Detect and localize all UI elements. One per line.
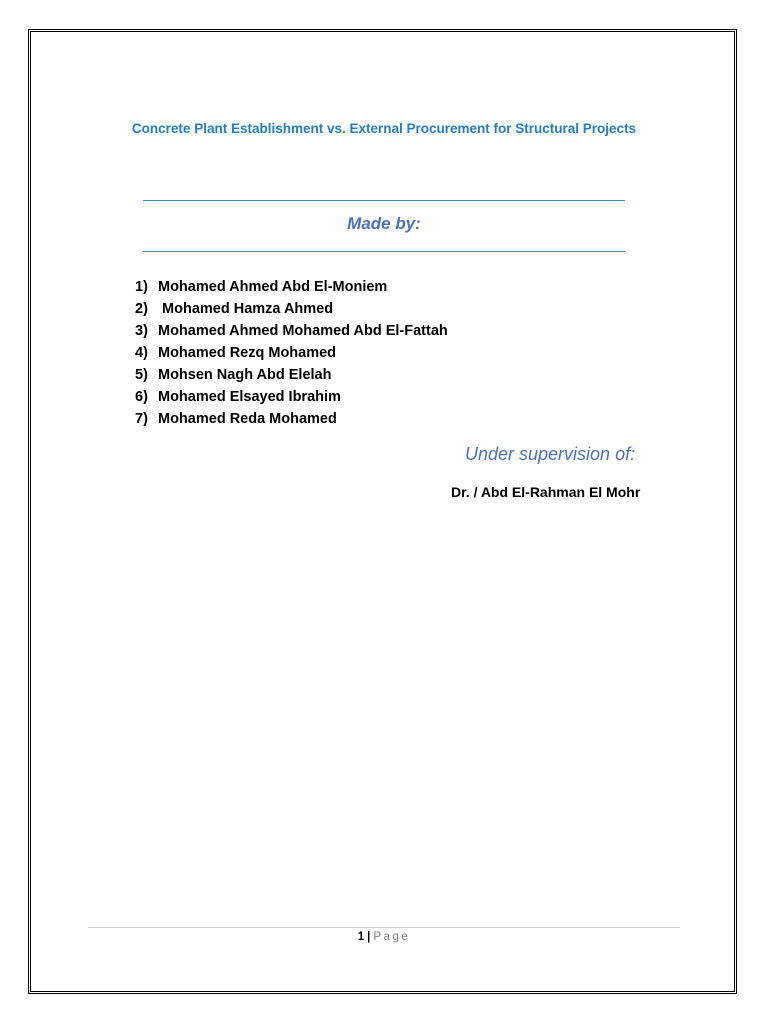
supervision-heading: Under supervision of:	[465, 444, 636, 464]
member-name: Mohsen Nagh Abd Elelah	[158, 367, 332, 383]
member-item	[135, 342, 448, 364]
member-item	[135, 298, 448, 320]
page-label: Page	[373, 931, 411, 943]
member-number: 7)	[135, 411, 148, 427]
member-name: Mohamed Hamza Ahmed	[158, 301, 334, 317]
member-item	[135, 386, 448, 408]
member-name: Mohamed Ahmed Mohamed Abd El-Fattah	[158, 323, 448, 339]
page-number: 1	[357, 931, 365, 943]
members-list	[135, 276, 448, 430]
member-number: 4)	[135, 345, 148, 361]
footer-divider	[88, 927, 680, 928]
page-footer	[0, 931, 768, 943]
top-divider	[143, 200, 625, 201]
member-number: 6)	[135, 389, 148, 405]
member-item	[135, 320, 448, 342]
page-separator: |	[367, 931, 371, 943]
member-number: 3)	[135, 323, 148, 339]
member-number: 1)	[135, 279, 148, 295]
member-name: Mohamed Reda Mohamed	[158, 411, 337, 427]
member-name: Mohamed Rezq Mohamed	[158, 345, 337, 361]
member-item	[135, 276, 448, 298]
bottom-divider	[143, 251, 625, 252]
made-by-heading: Made by:	[347, 214, 421, 233]
member-number: 2)	[135, 301, 148, 317]
member-name: Mohamed Ahmed Abd El-Moniem	[158, 279, 388, 295]
member-item	[135, 364, 448, 386]
member-number: 5)	[135, 367, 148, 383]
supervisor-name: Dr. / Abd El-Rahman El Mohr	[451, 484, 641, 500]
document-title: Concrete Plant Establishment vs. External Procurement for Structural Projects	[131, 121, 637, 136]
member-name: Mohamed Elsayed Ibrahim	[158, 389, 341, 405]
member-item	[135, 408, 448, 430]
page-border	[30, 31, 735, 992]
